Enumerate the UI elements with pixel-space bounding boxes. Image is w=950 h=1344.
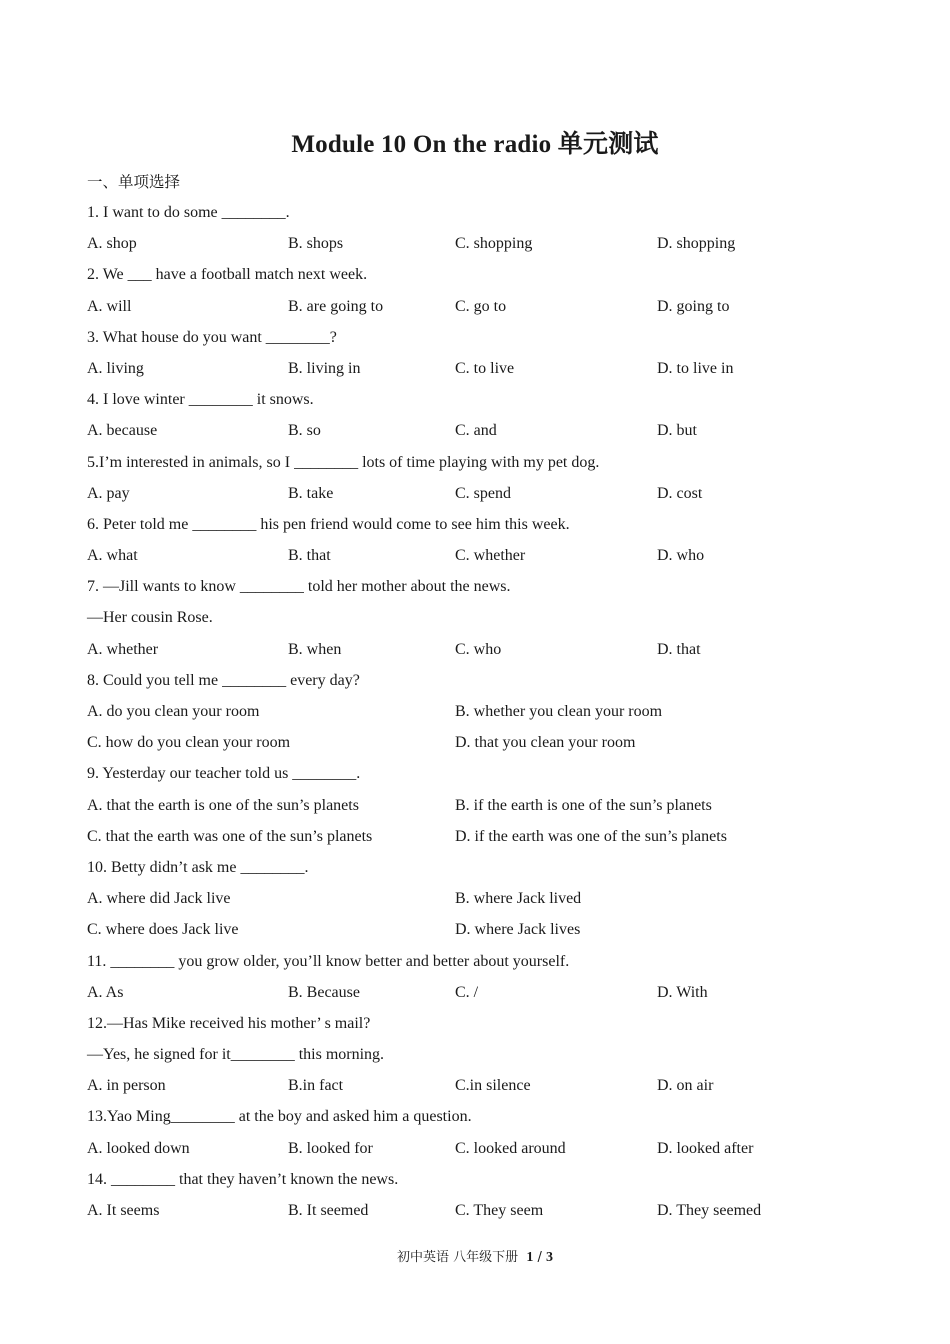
option-b[interactable]: B. whether you clean your room xyxy=(455,703,663,720)
option-c[interactable]: C. to live xyxy=(455,359,515,377)
option-row xyxy=(87,977,887,1008)
option-b[interactable]: B. Because xyxy=(288,983,360,1001)
question-stem: 5.I’m interested in animals, so I ________ lots of time playing with my pet dog. xyxy=(87,453,600,471)
option-row xyxy=(87,821,887,852)
question-stem: 1. I want to do some ________. xyxy=(87,204,290,221)
option-row xyxy=(87,353,887,384)
option-row xyxy=(87,478,887,509)
option-row xyxy=(87,914,887,945)
question-stem-reply: —Yes, he signed for it________ this morning. xyxy=(87,1046,385,1064)
option-c[interactable]: C. and xyxy=(455,422,497,440)
option-b[interactable]: B.in fact xyxy=(288,1077,344,1095)
option-d[interactable]: D. who xyxy=(657,547,705,565)
option-d[interactable]: D. cost xyxy=(657,484,703,502)
option-d[interactable]: D. shopping xyxy=(657,235,736,253)
option-c[interactable]: C. They seem xyxy=(455,1202,544,1219)
footer-book-label: 初中英语 八年级下册 xyxy=(396,1250,519,1265)
option-c[interactable]: C. where does Jack live xyxy=(87,921,239,939)
option-a[interactable]: A. It seems xyxy=(87,1202,160,1219)
option-b[interactable]: B. living in xyxy=(288,359,361,377)
option-d[interactable]: D. With xyxy=(657,983,708,1001)
option-a[interactable]: A. where did Jack live xyxy=(87,890,231,908)
option-b[interactable]: B. are going to xyxy=(288,297,384,315)
option-row xyxy=(87,291,887,322)
option-row xyxy=(87,540,887,571)
option-a[interactable]: A. As xyxy=(87,983,124,1001)
option-c[interactable]: C. who xyxy=(455,640,502,658)
option-d[interactable]: D. They seemed xyxy=(657,1202,762,1219)
option-b[interactable]: B. if the earth is one of the sun’s planets xyxy=(455,796,712,814)
question-stem-reply: —Her cousin Rose. xyxy=(87,609,213,627)
option-b[interactable]: B. take xyxy=(288,484,334,502)
option-a[interactable]: A. living xyxy=(87,359,144,377)
option-row xyxy=(87,1133,887,1164)
section-heading: 一、单项选择 xyxy=(87,173,181,191)
option-d[interactable]: D. to live in xyxy=(657,359,734,377)
option-d[interactable]: D. that you clean your room xyxy=(455,734,636,752)
option-c[interactable]: C. whether xyxy=(455,547,526,565)
option-a[interactable]: A. shop xyxy=(87,235,137,253)
footer-page-total: 3 xyxy=(546,1250,554,1265)
option-a[interactable]: A. that the earth is one of the sun’s planets xyxy=(87,796,359,814)
option-row xyxy=(87,1195,887,1226)
option-d[interactable]: D. that xyxy=(657,640,701,658)
option-row xyxy=(87,634,887,665)
page-title: Module 10 On the radio 单元测试 xyxy=(291,131,659,158)
option-c[interactable]: C. go to xyxy=(455,297,507,315)
question-stem: 2. We ___ have a football match next week. xyxy=(87,266,368,284)
option-c[interactable]: C. shopping xyxy=(455,235,533,253)
option-row xyxy=(87,696,887,727)
option-row xyxy=(87,790,887,821)
page-footer xyxy=(0,1246,950,1266)
option-row xyxy=(87,1070,887,1101)
option-a[interactable]: A. in person xyxy=(87,1077,166,1095)
option-b[interactable]: B. It seemed xyxy=(288,1202,369,1219)
option-b[interactable]: B. where Jack lived xyxy=(455,890,582,908)
option-c[interactable]: C. how do you clean your room xyxy=(87,734,291,752)
option-a[interactable]: A. looked down xyxy=(87,1139,190,1157)
option-a[interactable]: A. pay xyxy=(87,484,130,502)
option-b[interactable]: B. looked for xyxy=(288,1139,373,1157)
question-stem: 13.Yao Ming________ at the boy and asked him a question. xyxy=(87,1108,472,1126)
question-stem: 12.—Has Mike received his mother’ s mail? xyxy=(87,1014,371,1032)
option-row xyxy=(87,228,887,259)
option-d[interactable]: D. going to xyxy=(657,297,730,315)
option-c[interactable]: C.in silence xyxy=(455,1077,531,1095)
option-a[interactable]: A. what xyxy=(87,547,138,565)
option-d[interactable]: D. where Jack lives xyxy=(455,921,581,939)
question-stem: 8. Could you tell me ________ every day? xyxy=(87,671,360,689)
option-c[interactable]: C. spend xyxy=(455,484,511,502)
option-d[interactable]: D. if the earth was one of the sun’s planets xyxy=(455,827,727,845)
question-list xyxy=(87,197,887,1226)
question-stem: 10. Betty didn’t ask me ________. xyxy=(87,858,309,876)
question-stem: 4. I love winter ________ it snows. xyxy=(87,391,314,409)
question-stem: 6. Peter told me ________ his pen friend would come to see him this week. xyxy=(87,515,570,533)
option-b[interactable]: B. shops xyxy=(288,235,344,253)
option-c[interactable]: C. / xyxy=(455,983,479,1001)
footer-page-current: 1 xyxy=(526,1250,534,1265)
option-b[interactable]: B. that xyxy=(288,547,331,565)
question-stem: 11. ________ you grow older, you’ll know better and better about yourself. xyxy=(87,952,570,970)
option-row xyxy=(87,415,887,446)
option-c[interactable]: C. looked around xyxy=(455,1139,566,1157)
option-c[interactable]: C. that the earth was one of the sun’s planets xyxy=(87,827,373,845)
option-a[interactable]: A. because xyxy=(87,422,158,440)
option-a[interactable]: A. do you clean your room xyxy=(87,703,260,720)
question-stem: 9. Yesterday our teacher told us ________. xyxy=(87,765,361,783)
option-d[interactable]: D. looked after xyxy=(657,1139,754,1157)
question-stem: 7. —Jill wants to know ________ told her mother about the news. xyxy=(87,578,511,596)
option-d[interactable]: D. on air xyxy=(657,1077,714,1095)
option-a[interactable]: A. whether xyxy=(87,640,159,658)
footer-page-separator: / xyxy=(537,1250,542,1265)
option-d[interactable]: D. but xyxy=(657,422,697,440)
question-stem: 14. ________ that they haven’t known the news. xyxy=(87,1170,399,1188)
option-row xyxy=(87,727,887,758)
option-row xyxy=(87,883,887,914)
option-b[interactable]: B. when xyxy=(288,640,342,658)
option-b[interactable]: B. so xyxy=(288,422,321,440)
question-stem: 3. What house do you want ________? xyxy=(87,328,337,346)
option-a[interactable]: A. will xyxy=(87,297,132,315)
